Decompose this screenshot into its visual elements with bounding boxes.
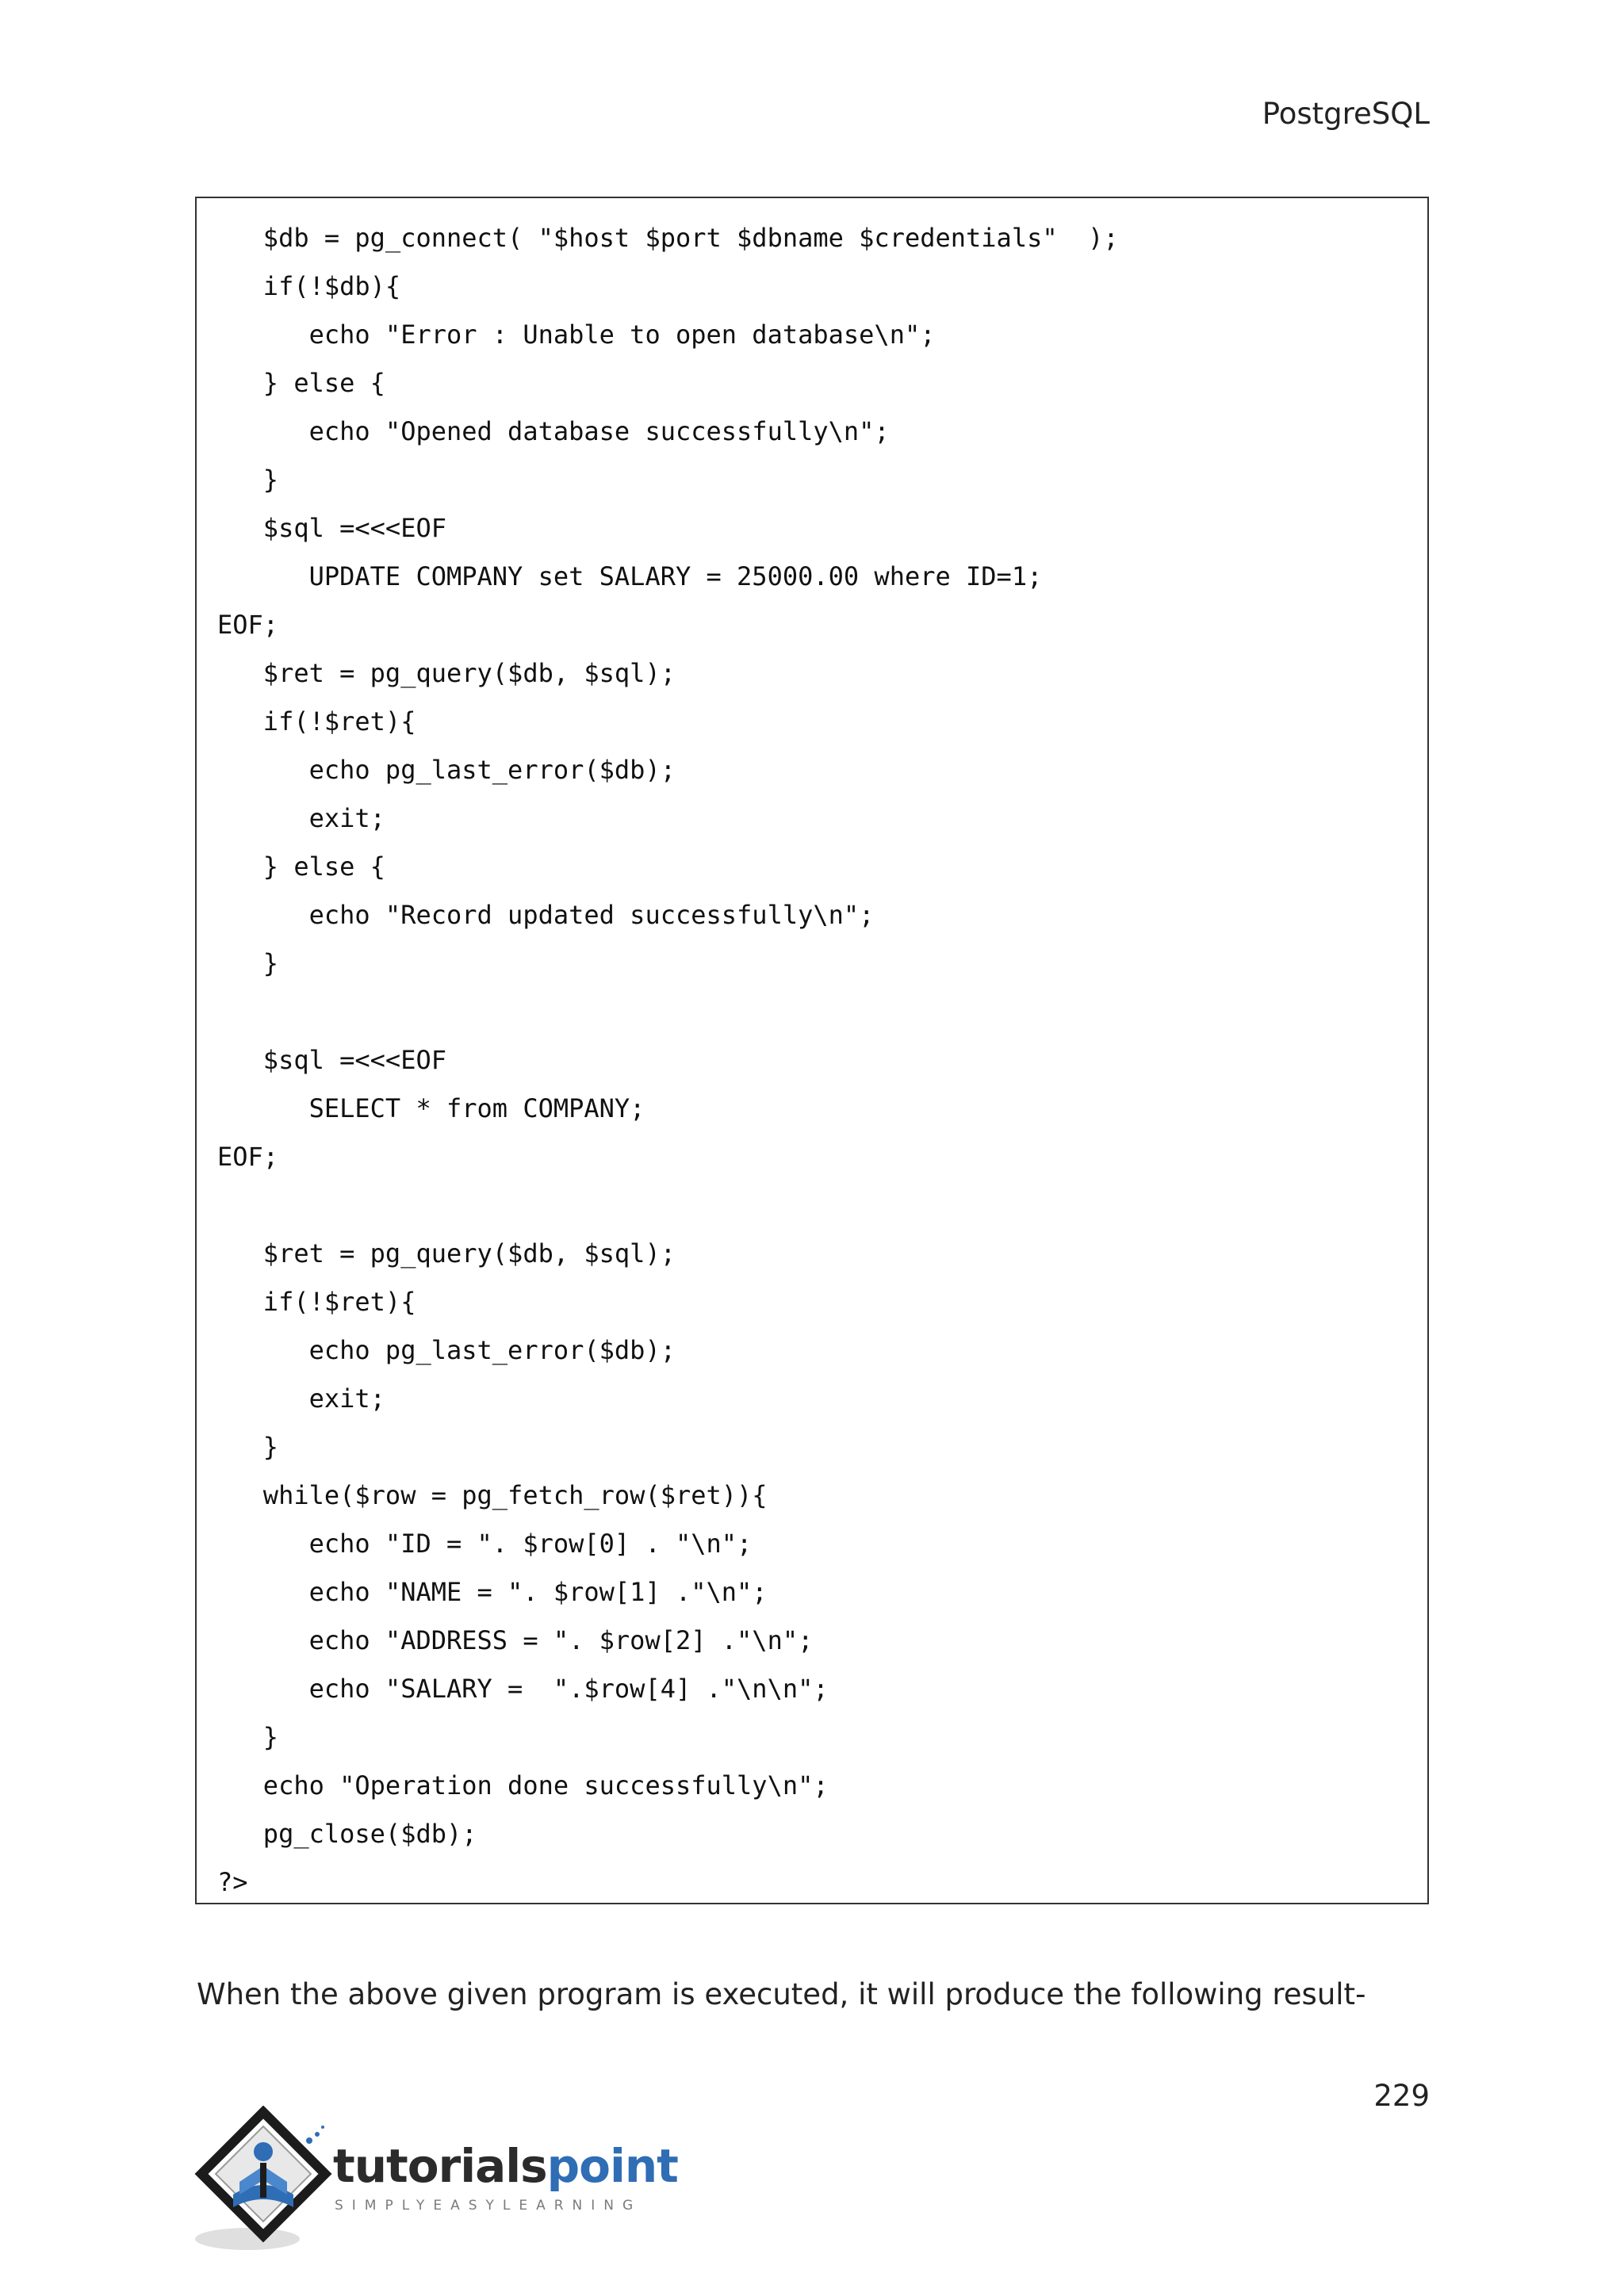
code-line: $sql =<<<EOF <box>217 1045 446 1075</box>
code-line: ?> <box>217 1867 248 1897</box>
logo-wordmark <box>333 2139 678 2193</box>
code-line <box>217 988 1119 1036</box>
code-line: exit; <box>217 803 385 833</box>
body-paragraph: When the above given program is executed, it will produce the following result- <box>197 1977 1366 2011</box>
code-line: $db = pg_connect( "$host $port $dbname $credentials" ); <box>217 223 1119 253</box>
logo-emblem-icon <box>193 2106 344 2256</box>
code-line: echo "SALARY = ".$row[4] ."\n\n"; <box>217 1674 829 1704</box>
code-line: echo pg_last_error($db); <box>217 755 676 785</box>
code-line: EOF; <box>217 1142 279 1172</box>
code-line: pg_close($db); <box>217 1819 477 1849</box>
code-line: } <box>217 1722 279 1752</box>
code-line: UPDATE COMPANY set SALARY = 25000.00 where ID=1; <box>217 561 1043 591</box>
code-line: } <box>217 948 279 978</box>
code-line: echo pg_last_error($db); <box>217 1335 676 1365</box>
code-line: $ret = pg_query($db, $sql); <box>217 1238 676 1269</box>
logo-wordmark-part1: tutorials <box>333 2139 547 2193</box>
code-line: } else { <box>217 851 385 882</box>
code-line: while($row = pg_fetch_row($ret)){ <box>217 1480 768 1510</box>
code-line: echo "ADDRESS = ". $row[2] ."\n"; <box>217 1625 814 1655</box>
code-line: } <box>217 1432 279 1462</box>
code-block <box>195 197 1429 1904</box>
code-line: echo "Error : Unable to open database\n"; <box>217 320 936 350</box>
code-line: } <box>217 465 279 495</box>
code-line: SELECT * from COMPANY; <box>217 1093 645 1123</box>
code-line: echo "Operation done successfully\n"; <box>217 1770 829 1800</box>
code-line: exit; <box>217 1383 385 1414</box>
code-line: if(!$ret){ <box>217 706 416 737</box>
page-header-title: PostgreSQL <box>1262 97 1430 131</box>
code-line: $sql =<<<EOF <box>217 513 446 543</box>
code-line: if(!$db){ <box>217 271 401 301</box>
code-line: } else { <box>217 368 385 398</box>
code-line: EOF; <box>217 610 279 640</box>
logo-wordmark-part2: point <box>546 2139 678 2193</box>
code-line <box>217 1181 1119 1230</box>
code-line: if(!$ret){ <box>217 1287 416 1317</box>
page-number: 229 <box>1373 2079 1430 2113</box>
code-lines <box>217 214 1119 1907</box>
code-line: echo "ID = ". $row[0] . "\n"; <box>217 1529 753 1559</box>
tutorialspoint-logo <box>193 2106 685 2256</box>
code-line: echo "Opened database successfully\n"; <box>217 416 890 446</box>
code-line: echo "Record updated successfully\n"; <box>217 900 875 930</box>
code-line: echo "NAME = ". $row[1] ."\n"; <box>217 1577 768 1607</box>
code-line: $ret = pg_query($db, $sql); <box>217 658 676 688</box>
logo-tagline: SIMPLYEASYLEARNING <box>335 2198 642 2214</box>
